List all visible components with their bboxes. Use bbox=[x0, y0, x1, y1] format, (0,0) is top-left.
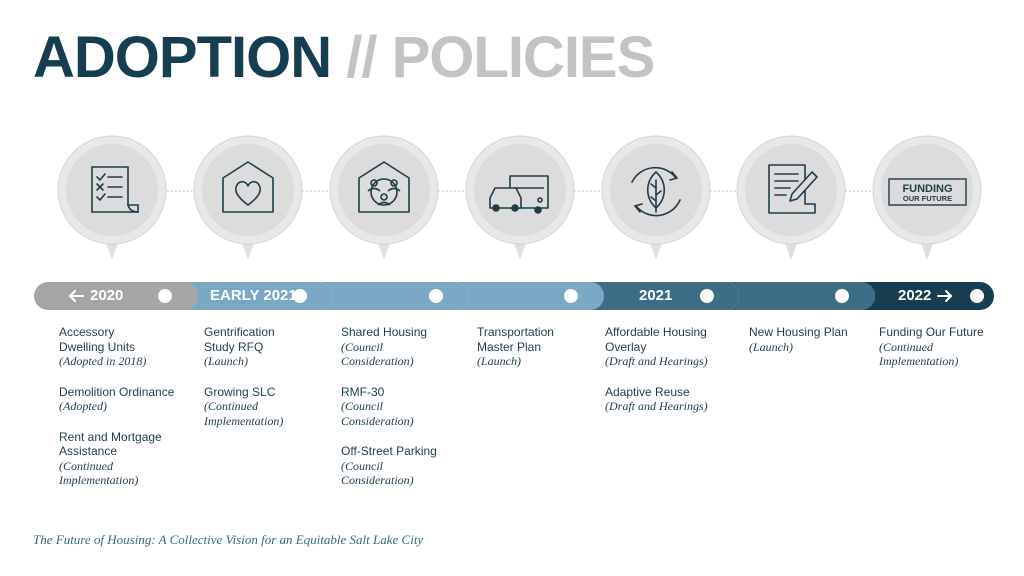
title-main: ADOPTION bbox=[33, 25, 332, 90]
policy-name: New Housing Plan bbox=[749, 325, 848, 339]
policy-item bbox=[341, 325, 476, 369]
timeline-label-early-2021: EARLY 2021 bbox=[210, 287, 297, 304]
policy-status: (Continued Implementation) bbox=[59, 458, 139, 487]
policy-status: (Launch) bbox=[204, 354, 248, 368]
policy-column-3 bbox=[341, 325, 476, 504]
policy-item bbox=[204, 385, 339, 429]
policy-status: (Launch) bbox=[749, 339, 793, 354]
policy-status: (Council Consideration) bbox=[341, 339, 414, 368]
funding-logo-line2: OUR FUTURE bbox=[902, 194, 953, 203]
policy-name: Rent and Mortgage Assistance bbox=[59, 429, 162, 458]
policy-status: (Continued Implementation) bbox=[204, 399, 284, 428]
policy-column-1 bbox=[59, 325, 194, 504]
policy-status: (Council Consideration) bbox=[341, 399, 414, 428]
pin-3 bbox=[330, 136, 438, 260]
policy-column-6 bbox=[749, 325, 884, 370]
policy-item bbox=[204, 325, 339, 369]
policy-name: RMF-30 bbox=[341, 384, 385, 399]
policy-status: (Adopted) bbox=[59, 399, 107, 413]
policy-item bbox=[59, 385, 194, 414]
policy-item bbox=[341, 444, 476, 488]
policy-name: Funding Our Future bbox=[879, 325, 984, 339]
timeline-label-2021: 2021 bbox=[639, 287, 673, 304]
timeline-label-2022: 2022 bbox=[898, 287, 932, 304]
segment-4 bbox=[454, 282, 604, 310]
timeline-label-2020: 2020 bbox=[90, 287, 124, 304]
policy-item bbox=[477, 325, 612, 369]
policy-status: (Launch) bbox=[477, 354, 521, 368]
policy-name: Accessory Dwelling Units bbox=[59, 325, 136, 354]
policy-item bbox=[605, 385, 740, 414]
policy-name: Shared Housing bbox=[341, 325, 428, 339]
policy-status: (Council Consideration) bbox=[341, 458, 414, 487]
policy-column-5 bbox=[605, 325, 740, 430]
policy-status: (Draft and Hearings) bbox=[605, 354, 708, 368]
policy-item bbox=[341, 385, 476, 429]
policy-status: (Continued Implementation) bbox=[879, 339, 959, 368]
policy-item bbox=[749, 325, 884, 354]
policy-column-4 bbox=[477, 325, 612, 385]
policy-item bbox=[59, 430, 194, 488]
policy-item bbox=[59, 325, 194, 369]
policy-column-7 bbox=[879, 325, 1014, 385]
funding-logo-line1: FUNDING bbox=[902, 183, 953, 195]
policy-name: Off-Street Parking bbox=[341, 444, 437, 458]
policy-status: (Draft and Hearings) bbox=[605, 399, 708, 413]
policy-item bbox=[879, 325, 1014, 369]
policy-name: Affordable Housing Overlay bbox=[605, 325, 707, 354]
policy-item bbox=[605, 325, 740, 369]
footer-tagline: The Future of Housing: A Collective Vision for an Equitable Salt Lake City bbox=[33, 532, 424, 547]
policy-column-2 bbox=[204, 325, 339, 444]
policy-name: Demolition Ordinance bbox=[59, 384, 175, 399]
policy-name: Growing SLC bbox=[204, 384, 276, 399]
policy-name: Adaptive Reuse bbox=[605, 384, 690, 399]
title-separator: // bbox=[331, 25, 392, 90]
timeline-bar bbox=[34, 282, 994, 310]
pin-2 bbox=[194, 136, 302, 260]
policy-name: Gentrification Study RFQ bbox=[204, 325, 275, 354]
policy-name: Transportation Master Plan bbox=[477, 325, 554, 354]
segment-6 bbox=[725, 282, 875, 310]
title-sub: POLICIES bbox=[391, 25, 655, 90]
pin-1 bbox=[58, 136, 166, 260]
policy-status: (Adopted in 2018) bbox=[59, 354, 147, 368]
segment-3 bbox=[318, 282, 468, 310]
